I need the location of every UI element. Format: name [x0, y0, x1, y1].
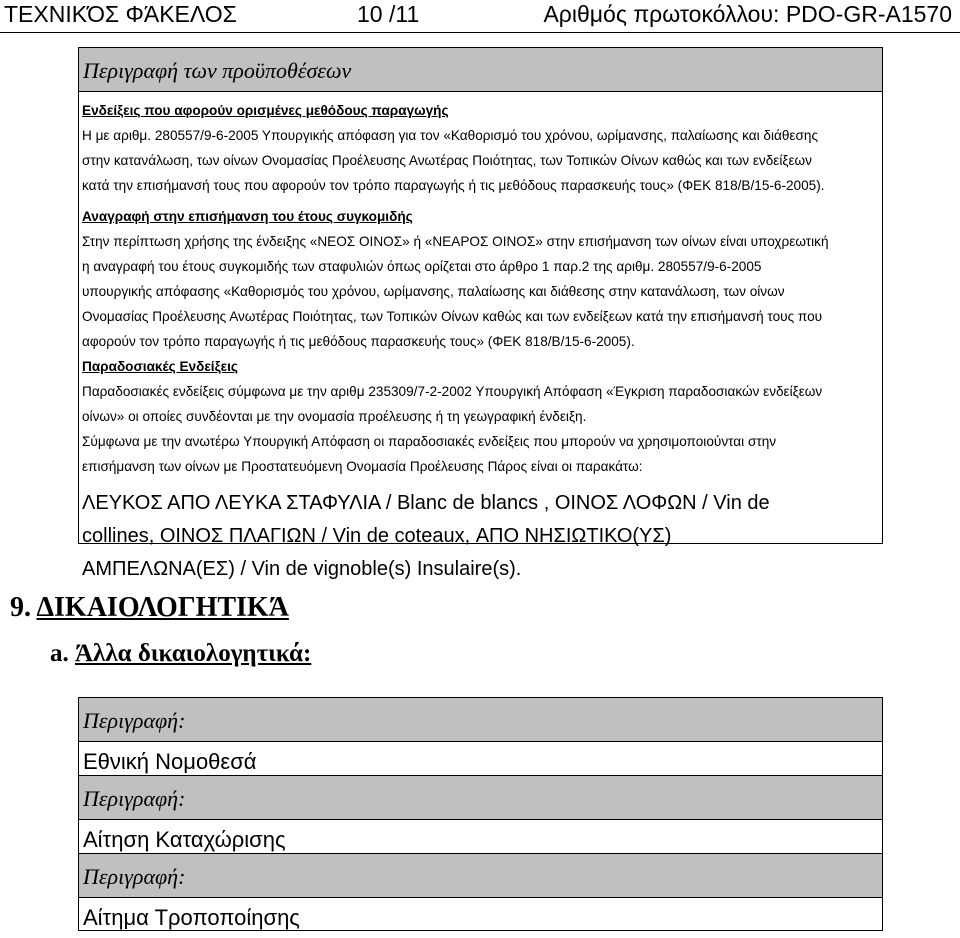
text-line: υπουργικής απόφασης «Καθορισμός του χρόνου, ωρίμανσης, παλαίωσης και διάθεσης στην κατανάλωση, των οίνων: [82, 284, 785, 299]
protocol-number: Αριθμός πρωτοκόλλου: PDO-GR-A1570: [543, 1, 952, 27]
text-line: Σύμφωνα με την ανωτέρω Υπουργική Απόφαση οι παραδοσιακές ενδείξεις που μπορούν να χρησιμοποιούνται στην: [82, 434, 777, 449]
text-line: αφορούν τον τρόπο παραγωγής ή τις μεθόδους παρασκευής τους» (ΦΕΚ 818/Β/15-6-2005).: [82, 334, 635, 349]
heading-traditional-terms: Παραδοσιακές Ενδείξεις: [82, 359, 238, 374]
conditions-content: [79, 92, 882, 586]
document-label: Περιγραφή:: [79, 854, 882, 898]
document-value: Εθνική Νομοθεσά: [79, 742, 882, 776]
subsection-heading: [50, 640, 311, 668]
documents-box: [78, 697, 883, 931]
document-value: Αίτηση Καταχώρισης: [79, 820, 882, 854]
text-line: οίνων» οι οποίες συνδέονται με την ονομασία προέλευσης ή τη γεωγραφική ένδειξη.: [82, 409, 587, 424]
subsection-title: Άλλα δικαιολογητικά:: [75, 640, 312, 667]
subsection-letter: a.: [50, 640, 69, 667]
document-label: Περιγραφή:: [79, 698, 882, 742]
text-line: επισήμανση των οίνων με Προστατευόμενη Ονομασία Προέλευσης Πάρος είναι οι παρακάτω:: [82, 459, 643, 474]
text-line: Παραδοσιακές ενδείξεις σύμφωνα με την αριθμ 235309/7-2-2002 Υπουργική Απόφαση «Έγκριση παραδοσιακών ενδείξεων: [82, 384, 823, 399]
text-line: στην κατανάλωση, των οίνων Ονομασίας Προέλευσης Ανωτέρας Ποιότητας, των Τοπικών Οίνων καθώς και των ενδείξεων: [82, 153, 812, 168]
text-line: η αναγραφή του έτους συγκομιδής των σταφυλιών όπως ορίζεται στο άρθρο 1 παρ.2 της αριθμ. 280557/9-6-2005: [82, 259, 762, 274]
section-number: 9.: [10, 592, 31, 623]
document-label: Περιγραφή:: [79, 776, 882, 820]
heading-production-methods: Ενδείξεις που αφορούν ορισμένες μεθόδους παραγωγής: [82, 103, 449, 118]
big-text-line: ΛΕΥΚΟΣ ΑΠΟ ΛΕΥΚΑ ΣΤΑΦΥΛΙΑ / Blanc de blancs , ΟΙΝΟΣ ΛΟΦΩΝ / Vin de: [82, 492, 770, 514]
section-title: ΔΙΚΑΙΟΛΟΓΗΤΙΚΆ: [36, 592, 289, 623]
text-line: Στην περίπτωση χρήσης της ένδειξης «ΝΕΟΣ ΟΙΝΟΣ» ή «ΝΕΑΡΟΣ ΟΙΝΟΣ» στην επισήμανση των οίνων είναι υποχρεωτική: [82, 234, 829, 249]
page-header: [0, 0, 960, 33]
page-number: 10 /11: [357, 1, 420, 27]
section-heading: [10, 592, 289, 624]
big-text-line: collines, ΟΙΝΟΣ ΠΛΑΓΙΩΝ / Vin de coteaux, ΑΠΟ ΝΗΣΙΩΤΙΚΟ(ΥΣ): [82, 525, 672, 547]
traditional-terms-list: [82, 487, 878, 586]
big-text-line: ΑΜΠΕΛΩΝΑ(ΕΣ) / Vin de vignoble(s) Insulaire(s).: [82, 558, 522, 580]
document-title: ΤΕΧΝΙΚΌΣ ΦΆΚΕΛΟΣ: [4, 1, 237, 27]
document-value: Αίτημα Τροποποίησης: [83, 905, 300, 930]
text-line: Ονομασίας Προέλευσης Ανωτέρας Ποιότητας, των Τοπικών Οίνων καθώς και των ενδείξεων κατά την επισήμανσή τους που: [82, 309, 823, 324]
text-line: Η με αριθμ. 280557/9-6-2005 Υπουργικής απόφαση για τον «Καθορισμό του χρόνου, ωρίμανσης, παλαίωσης και διάθεσης: [82, 128, 818, 143]
conditions-title: Περιγραφή των προϋποθέσεων: [79, 48, 882, 92]
text-line: κατά την επισήμανσή τους που αφορούν τον τρόπο παραγωγής ή τις μεθόδους παρασκευής τους» (ΦΕΚ 818/Β/15-6-2005).: [82, 178, 825, 193]
conditions-box: [78, 47, 883, 580]
heading-harvest-year: Αναγραφή στην επισήμανση του έτους συγκομιδής: [82, 209, 413, 224]
